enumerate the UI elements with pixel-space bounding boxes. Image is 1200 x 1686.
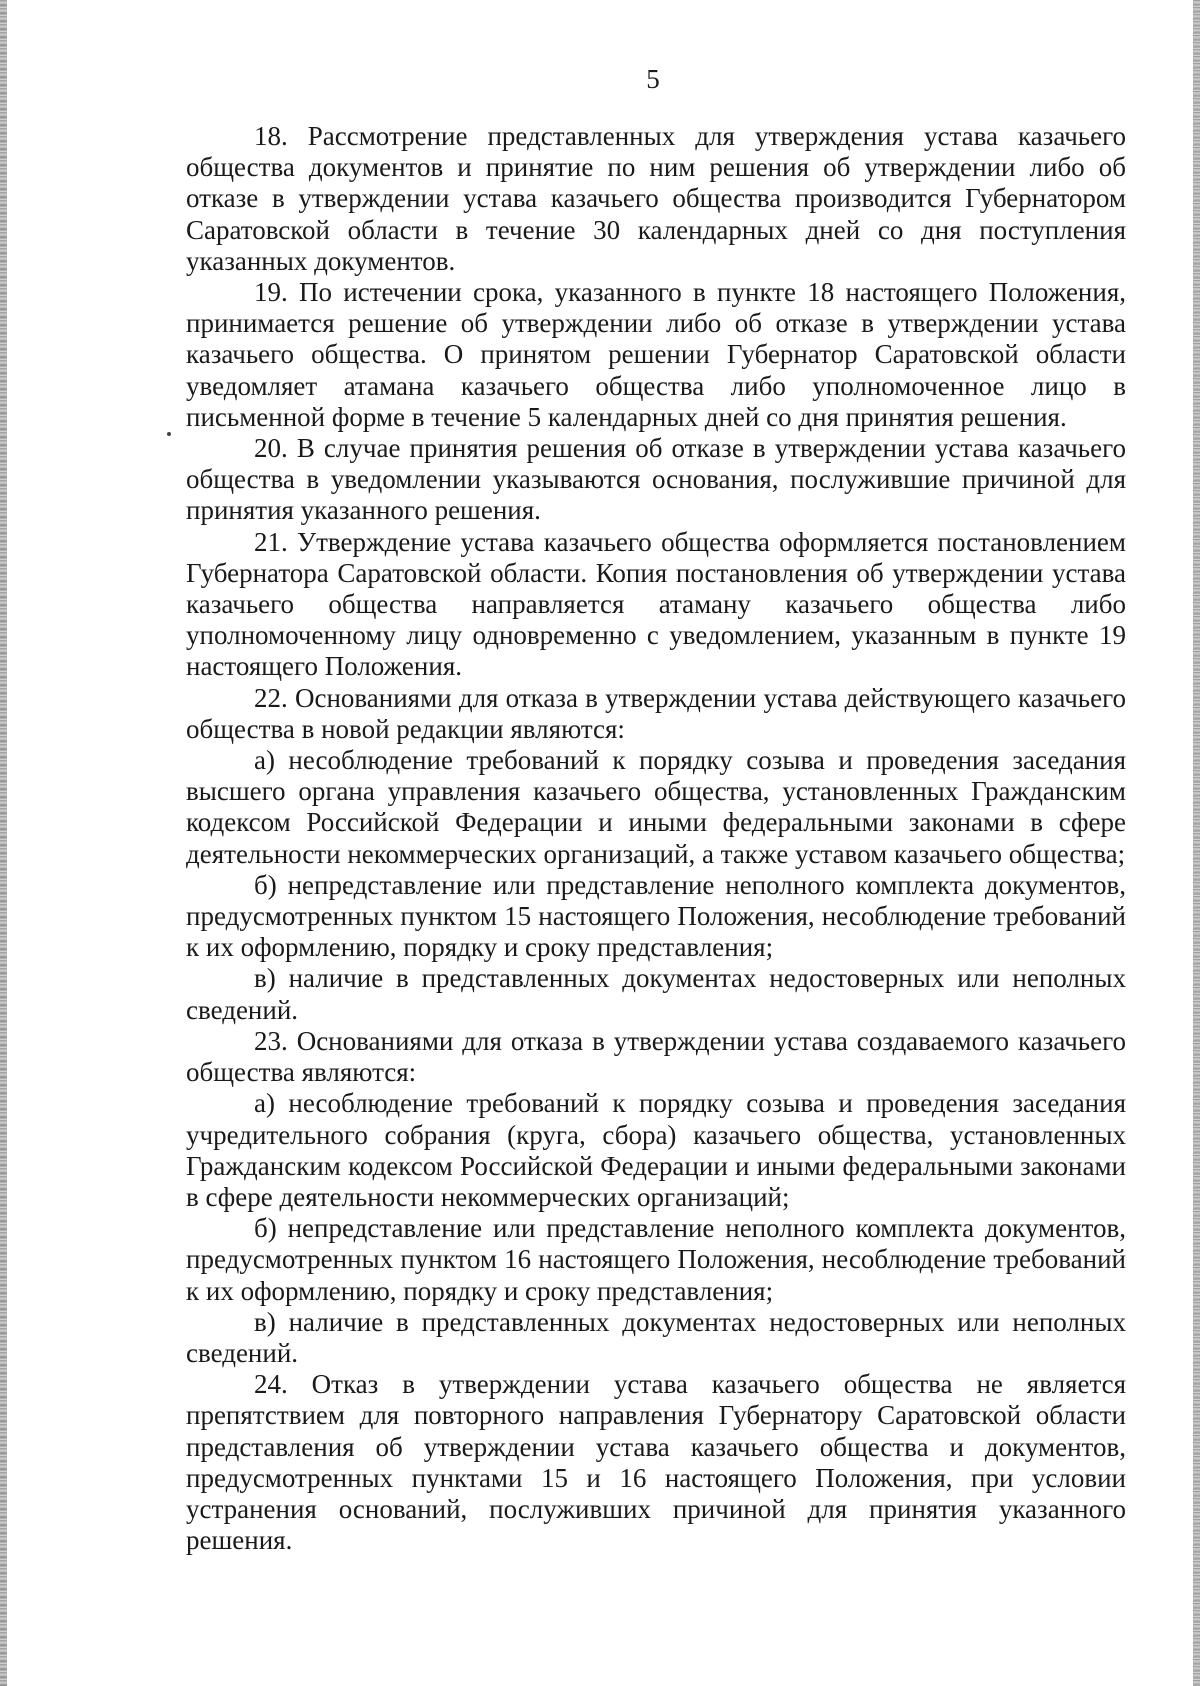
paragraph-23-c: в) наличие в представленных документах недостоверных или неполных сведений. [186, 1306, 1126, 1368]
scan-speck [167, 432, 171, 436]
page-number: 5 [646, 64, 660, 94]
paragraph-19: 19. По истечении срока, указанного в пункте 18 настоящего Положения, принимается решение об утверждении либо об отказе в утверждении устава казачьего общества. О принятом решении Губернатор Саратовской области уведомляет атамана казачьего общества либо уполномоченное лицо в письменной форме в течение 5 календарных дней со дня принятия решения. [186, 277, 1126, 432]
paragraph-18: 18. Рассмотрение представленных для утверждения устава казачьего общества документов и принятие по ним решения об утверждении либо об отказе в утверждении устава казачьего общества производится Губернатором Саратовской области в течение 30 календарных дней со дня поступления указанных документов. [186, 121, 1126, 276]
paragraph-22: 22. Основаниями для отказа в утверждении устава действующего казачьего общества в новой редакции являются: [186, 682, 1126, 744]
paragraph-20: 20. В случае принятия решения об отказе в утверждении устава казачьего общества в уведомлении указываются основания, послужившие причиной для принятия указанного решения. [186, 433, 1126, 526]
paragraph-24: 24. Отказ в утверждении устава казачьего общества не является препятствием для повторного направления Губернатору Саратовской области представления об утверждении устава казачьего общества и документов, предусмотренных пунктами 15 и 16 настоящего Положения, при условии устранения оснований, послуживших причиной для принятия указанного решения. [186, 1369, 1126, 1556]
paragraph-23: 23. Основаниями для отказа в утверждении устава создаваемого казачьего общества являются: [186, 1025, 1126, 1088]
paragraph-22-b: б) непредставление или представление неполного комплекта документов, предусмотренных пунктом 15 настоящего Положения, несоблюдение требований к их оформлению, порядку и сроку представления; [186, 869, 1126, 963]
paragraph-23-b: б) непредставление или представление неполного комплекта документов, предусмотренных пунктом 16 настоящего Положения, несоблюдение требований к их оформлению, порядку и сроку представления; [186, 1213, 1126, 1306]
paragraph-21: 21. Утверждение устава казачьего общества оформляется постановлением Губернатора Саратовской области. Копия постановления об утверждении устава казачьего общества направляется атаману казачьего общества либо уполномоченному лицу одновременно с уведомлением, указанным в пункте 19 настоящего Положения. [186, 526, 1126, 682]
scan-edge-left [0, 0, 7, 1686]
paragraph-22-c: в) наличие в представленных документах недостоверных или неполных сведений. [186, 963, 1126, 1025]
paragraph-23-a: а) несоблюдение требований к порядку созыва и проведения заседания учредительного собрания (круга, сбора) казачьего общества, установленных Гражданским кодексом Российской Федерации и иными федеральными законами в сфере деятельности некоммерческих организаций; [186, 1088, 1126, 1212]
document-body [186, 121, 1126, 1556]
scan-edge-right [1193, 0, 1200, 1686]
paragraph-22-a: а) несоблюдение требований к порядку созыва и проведения заседания высшего органа управления казачьего общества, установленных Гражданским кодексом Российской Федерации и иными федеральными законами в сфере деятельности некоммерческих организаций, а также уставом казачьего общества; [186, 745, 1126, 869]
